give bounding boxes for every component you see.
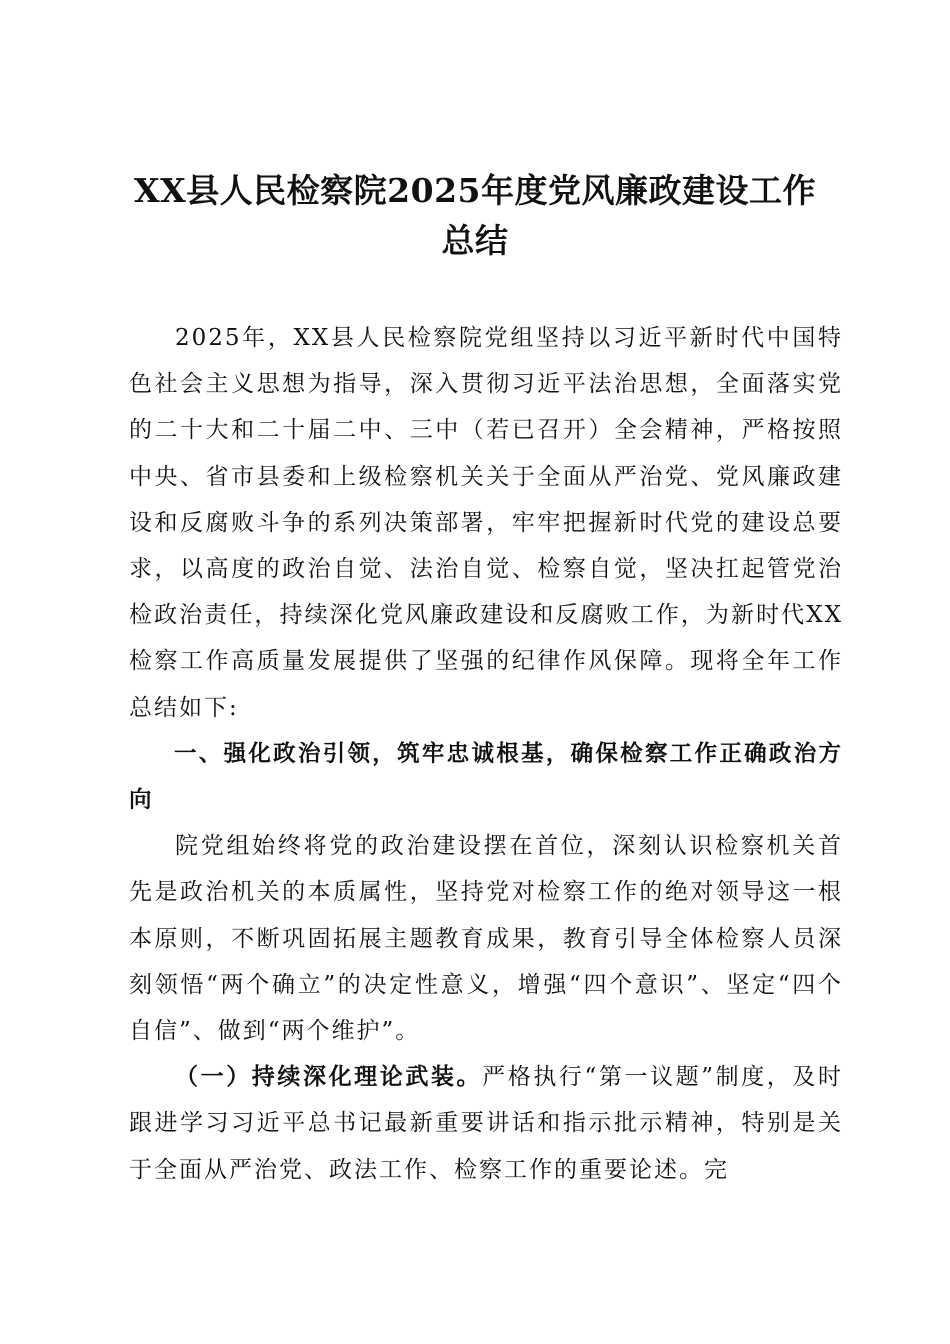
subsection-1-paragraph <box>129 1054 843 1193</box>
subsection-1-text: 严格执行“第一议题”制度，及时跟进学习习近平总书记最新重要讲话和指示批示精神，特别是关于全面从严治党、政法工作、检察工作的重要论述。完 <box>129 1064 843 1183</box>
subsection-1-lead: （一）持续深化理论武装。 <box>175 1063 483 1091</box>
title-line-1: XX县人民检察院2025年度党风廉政建设工作 <box>133 171 817 210</box>
section-1-paragraph: 院党组始终将党的政治建设摆在首位，深刻认识检察机关首先是政治机关的本质属性，坚持党对检察工作的绝对领导这一根本原则，不断巩固拓展主题教育成果，教育引导全体检察人员深刻领悟“两个确立”的决定性意义，增强“四个意识”、坚定“四个自信”、做到“两个维护”。 <box>129 833 843 1045</box>
document-body <box>129 315 843 1193</box>
document-title <box>110 166 840 266</box>
section-1-heading: 一、强化政治引领，筑牢忠诚根基，确保检察工作正确政治方向 <box>129 740 843 814</box>
intro-paragraph: 2025年，XX县人民检察院党组坚持以习近平新时代中国特色社会主义思想为指导，深入贯彻习近平法治思想，全面落实党的二十大和二十届二中、三中（若已召开）全会精神，严格按照中央、省市县委和上级检察机关关于全面从严治党、党风廉政建设和反腐败斗争的系列决策部署，牢牢把握新时代党的建设总要求，以高度的政治自觉、法治自觉、检察自觉，坚决扛起管党治检政治责任，持续深化党风廉政建设和反腐败工作，为新时代XX检察工作高质量发展提供了坚强的纪律作风保障。现将全年工作总结如下: <box>129 325 843 721</box>
title-line-2: 总结 <box>441 221 509 260</box>
